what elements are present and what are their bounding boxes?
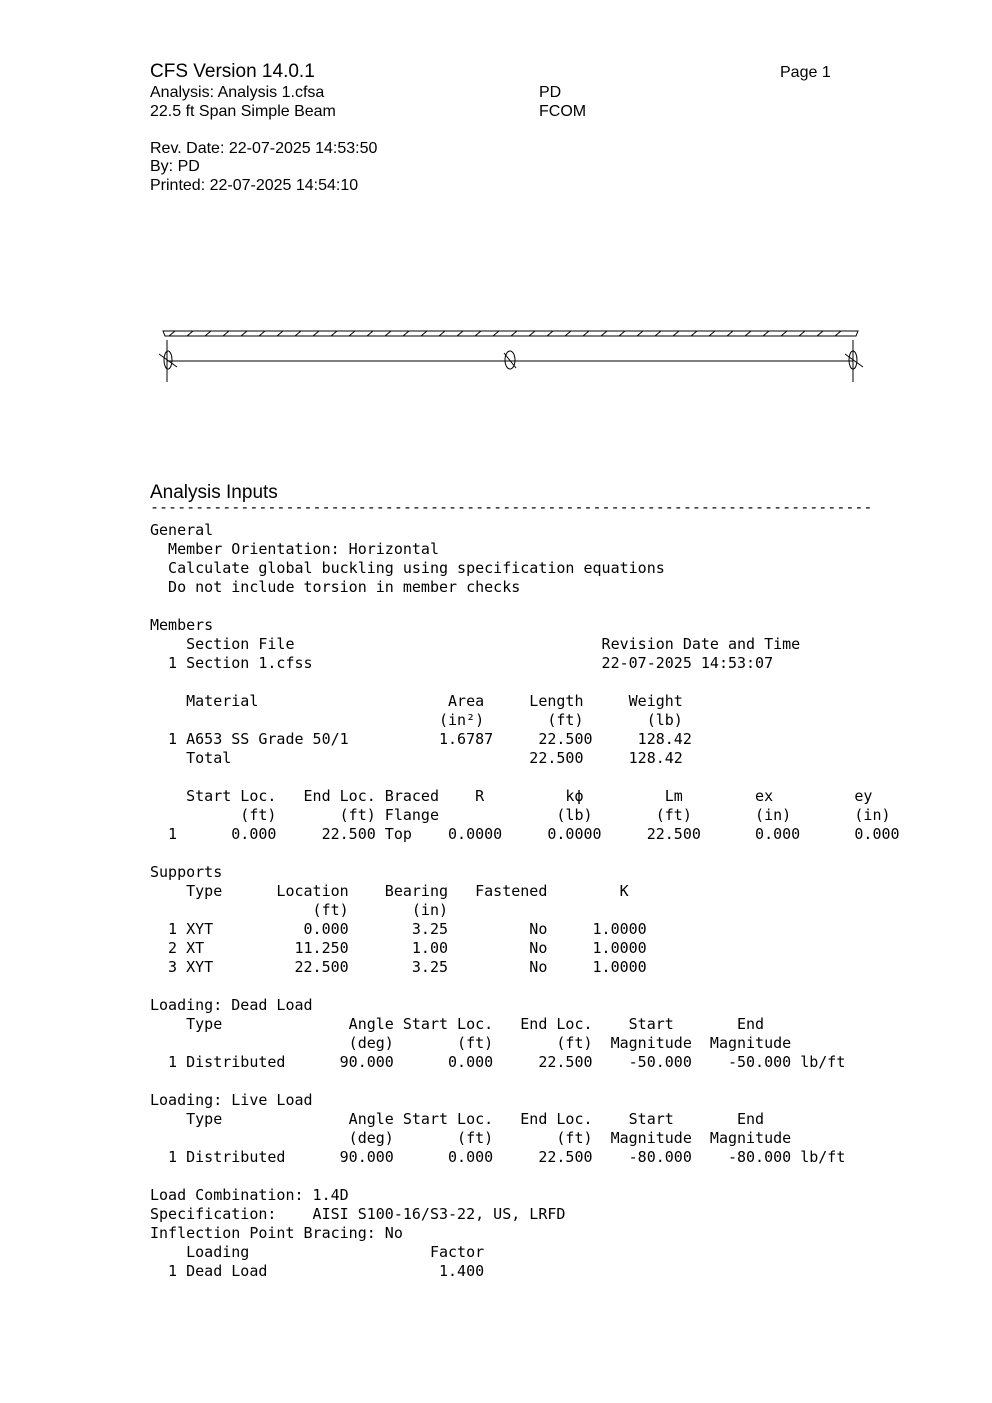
report-line: (in²) (ft) (lb)	[150, 711, 683, 729]
section-title: Analysis Inputs	[150, 482, 278, 503]
report-line: Calculate global buckling using specification equations	[150, 559, 665, 577]
load-hatch-mark	[691, 331, 697, 336]
page-number: Page 1	[780, 64, 831, 81]
load-hatch-mark	[619, 331, 625, 336]
report-line: Do not include torsion in member checks	[150, 578, 521, 596]
report-line: 1 A653 SS Grade 50/1 1.6787 22.500 128.42	[150, 730, 692, 748]
report-line: Loading Factor	[150, 1243, 485, 1261]
load-hatch-mark	[709, 331, 715, 336]
report-line: Supports	[150, 863, 223, 881]
report-line: Section File Revision Date and Time	[150, 635, 801, 653]
load-hatch-mark	[727, 331, 733, 336]
report-line: (ft) (in)	[150, 901, 449, 919]
report-line: Loading: Dead Load	[150, 996, 313, 1014]
load-hatch-mark	[187, 331, 193, 336]
load-hatch-mark	[223, 331, 229, 336]
report-line: 1 Distributed 90.000 0.000 22.500 -80.000 -80.000 lb/ft	[150, 1148, 846, 1166]
load-hatch-mark	[313, 331, 319, 336]
report-line: 3 XYT 22.500 3.25 No 1.0000	[150, 958, 647, 976]
report-line: 1 0.000 22.500 Top 0.0000 0.0000 22.500 0.000 0.000	[150, 825, 900, 843]
report-line: (ft) (ft) Flange (lb) (ft) (in) (in)	[150, 806, 891, 824]
report-line: 2 XT 11.250 1.00 No 1.0000	[150, 939, 647, 957]
load-hatch-mark	[169, 331, 175, 336]
distributed-load-band	[163, 331, 858, 336]
load-hatch-mark	[475, 331, 481, 336]
report-line	[150, 1072, 900, 1091]
load-hatch-mark	[421, 331, 427, 336]
support-middle	[504, 351, 516, 369]
report-line	[150, 977, 900, 996]
load-hatch-mark	[637, 331, 643, 336]
report-line: Material Area Length Weight	[150, 692, 683, 710]
report-line: Loading: Live Load	[150, 1091, 313, 1109]
report-line: Inflection Point Bracing: No	[150, 1224, 403, 1242]
beam-diagram	[150, 320, 870, 390]
report-line: (deg) (ft) (ft) Magnitude Magnitude	[150, 1034, 792, 1052]
analysis-file: Analysis: Analysis 1.cfsa	[150, 84, 325, 101]
load-hatch-mark	[835, 331, 841, 336]
load-hatch-mark	[565, 331, 571, 336]
beam-description: 22.5 ft Span Simple Beam	[150, 103, 336, 120]
company-code: FCOM	[539, 103, 587, 120]
report-line: 1 XYT 0.000 3.25 No 1.0000	[150, 920, 647, 938]
load-hatch-mark	[781, 331, 787, 336]
report-line: Specification: AISI S100-16/S3-22, US, LRFD	[150, 1205, 566, 1223]
printed-date: Printed: 22-07-2025 14:54:10	[150, 177, 359, 194]
report-line: Total 22.500 128.42	[150, 749, 683, 767]
report-line: 1 Dead Load 1.400	[150, 1262, 485, 1280]
analysis-inputs-report	[150, 521, 900, 1281]
report-line: Member Orientation: Horizontal	[150, 540, 439, 558]
report-line: Start Loc. End Loc. Braced R kϕ Lm ex ey	[150, 787, 873, 805]
report-line	[150, 597, 900, 616]
report-line	[150, 844, 900, 863]
load-hatch-mark	[673, 331, 679, 336]
load-hatch-mark	[439, 331, 445, 336]
load-hatch-mark	[259, 331, 265, 336]
load-hatch-mark	[385, 331, 391, 336]
report-line: (deg) (ft) (ft) Magnitude Magnitude	[150, 1129, 792, 1147]
load-hatch-mark	[799, 331, 805, 336]
load-hatch-mark	[763, 331, 769, 336]
report-line: Type Angle Start Loc. End Loc. Start End	[150, 1110, 765, 1128]
load-hatch-mark	[745, 331, 751, 336]
load-hatch-mark	[403, 331, 409, 336]
report-line: Type Location Bearing Fastened K	[150, 882, 629, 900]
revision-date: Rev. Date: 22-07-2025 14:53:50	[150, 140, 378, 157]
report-line: Type Angle Start Loc. End Loc. Start End	[150, 1015, 765, 1033]
load-hatch-mark	[277, 331, 283, 336]
load-hatch-mark	[547, 331, 553, 336]
load-hatch-mark	[331, 331, 337, 336]
report-line: Load Combination: 1.4D	[150, 1186, 349, 1204]
load-hatch-mark	[529, 331, 535, 336]
load-hatch-mark	[511, 331, 517, 336]
load-hatch-mark	[583, 331, 589, 336]
load-hatch-mark	[601, 331, 607, 336]
load-hatch-mark	[817, 331, 823, 336]
load-hatch-mark	[241, 331, 247, 336]
report-line: General	[150, 521, 214, 539]
report-line	[150, 673, 900, 692]
report-line: Members	[150, 616, 214, 634]
load-hatch-mark	[367, 331, 373, 336]
report-line: 1 Distributed 90.000 0.000 22.500 -50.000 -50.000 lb/ft	[150, 1053, 846, 1071]
report-line: 1 Section 1.cfss 22-07-2025 14:53:07	[150, 654, 774, 672]
designer-initials: PD	[539, 84, 562, 101]
author: By: PD	[150, 158, 200, 175]
load-hatch-mark	[349, 331, 355, 336]
section-divider: --------------------------------------------------------------------------------	[150, 498, 873, 516]
report-line	[150, 1167, 900, 1186]
load-hatch-mark	[295, 331, 301, 336]
load-hatch-mark	[457, 331, 463, 336]
load-hatch-mark	[205, 331, 211, 336]
report-line	[150, 768, 900, 787]
load-hatch-mark	[655, 331, 661, 336]
app-version-title: CFS Version 14.0.1	[150, 61, 315, 82]
load-hatch-mark	[493, 331, 499, 336]
